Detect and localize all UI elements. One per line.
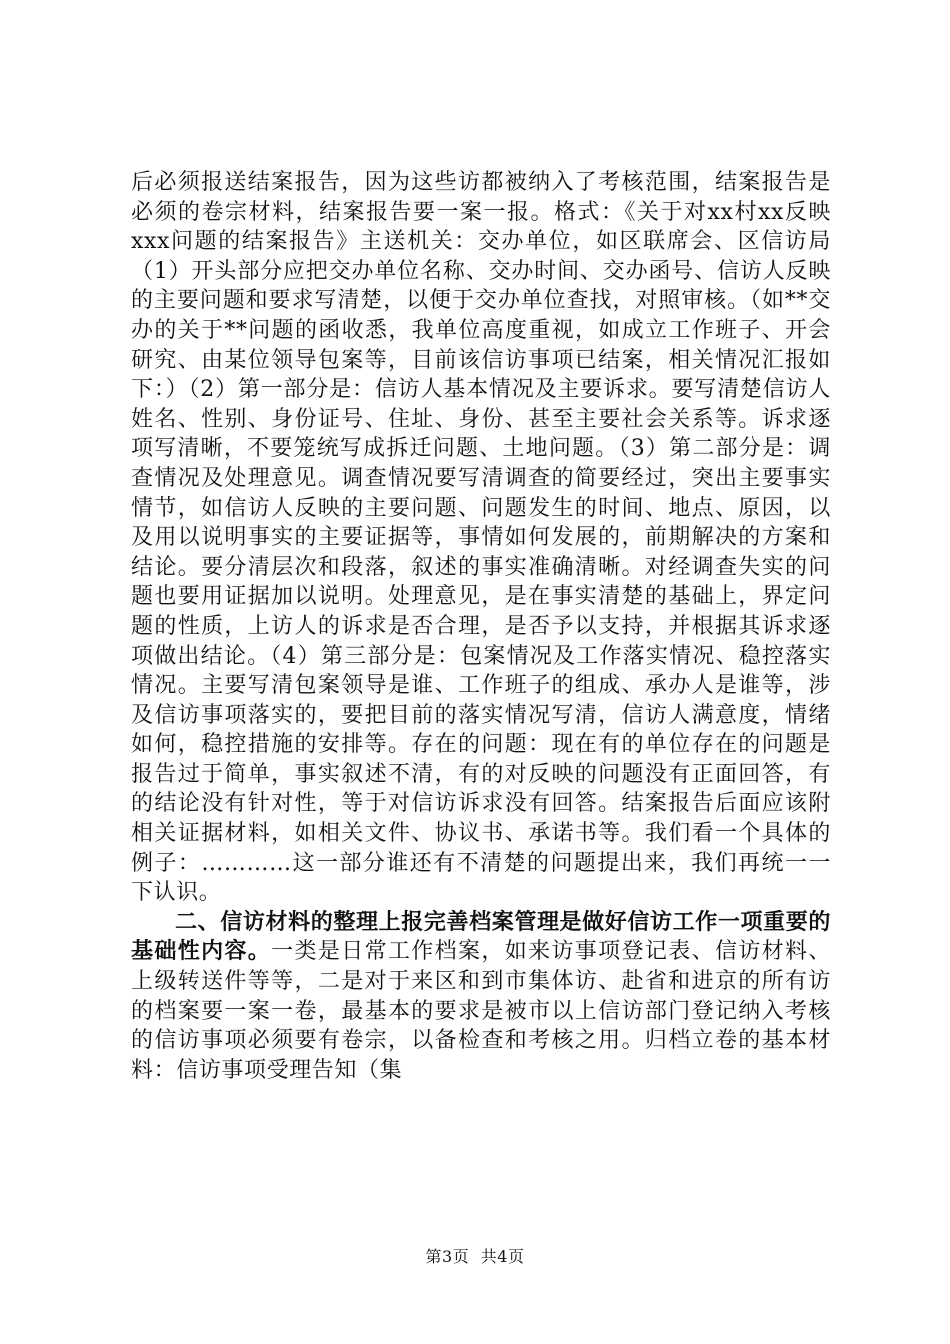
- body-paragraph-1: 后必须报送结案报告，因为这些访都被纳入了考核范围，结案报告是必须的卷宗材料，结案报告要一案一报。格式：《关于对xx村xx反映xxx问题的结案报告》主送机关：交办单位，如区联席会、区信访局（1）开头部分应把交办单位名称、交办时间、交办函号、信访人反映的主要问题和要求写清楚，以便于交办单位查找，对照审核。（如**交办的关于**问题的函收悉，我单位高度重视，如成立工作班子、开会研究、由某位领导包案等，目前该信访事项已结案，相关情况汇报如下：）（2）第一部分是：信访人基本情况及主要诉求。要写清楚信访人姓名、性别、身份证号、住址、身份、甚至主要社会关系等。诉求逐项写清晰，不要笼统写成拆迁问题、土地问题。（3）第二部分是：调查情况及处理意见。调查情况要写清调查的简要经过，突出主要事实情节，如信访人反映的主要问题、问题发生的时间、地点、原因，以及用以说明事实的主要证据等，事情如何发展的，前期解决的方案和结论。要分清层次和段落，叙述的事实准确清晰。对经调查失实的问题也要用证据加以说明。处理意见，是在事实清楚的基础上，界定问题的性质，上访人的诉求是否合理，是否予以支持，并根据其诉求逐项做出结论。（4）第三部分是：包案情况及工作落实情况、稳控落实情况。主要写清包案领导是谁、工作班子的组成、承办人是谁等，涉及信访事项落实的，要把目前的落实情况写清，信访人满意度，情绪如何，稳控措施的安排等。存在的问题：现在有的单位存在的问题是报告过于简单，事实叙述不清，有的对反映的问题没有正面回答，有的结论没有针对性，等于对信访诉求没有回答。结案报告后面应该附相关证据材料，如相关文件、协议书、承诺书等。我们看一个具体的例子：…………这一部分谁还有不清楚的问题提出来，我们再统一一下认识。: [131, 170, 831, 906]
- document-body: [131, 168, 831, 1085]
- page-number: 第3页: [425, 1247, 470, 1266]
- body-paragraph-2: [131, 908, 831, 1086]
- page-footer: [0, 1244, 950, 1267]
- section-body: 一类是日常工作档案，如来访事项登记表、信访材料、上级转送件等等，二是对于来区和到市集体访、赴省和进京的所有访的档案要一案一卷，最基本的要求是被市以上信访部门登记纳入考核的信访事项必须要有卷宗，以备检查和考核之用。归档立卷的基本材料：信访事项受理告知（集: [131, 939, 831, 1083]
- page-total: 共4页: [480, 1247, 525, 1266]
- section-heading: 二、信访材料的整理上报完善档案管理是做好信访工作一项重要的基础性内容。: [131, 909, 831, 965]
